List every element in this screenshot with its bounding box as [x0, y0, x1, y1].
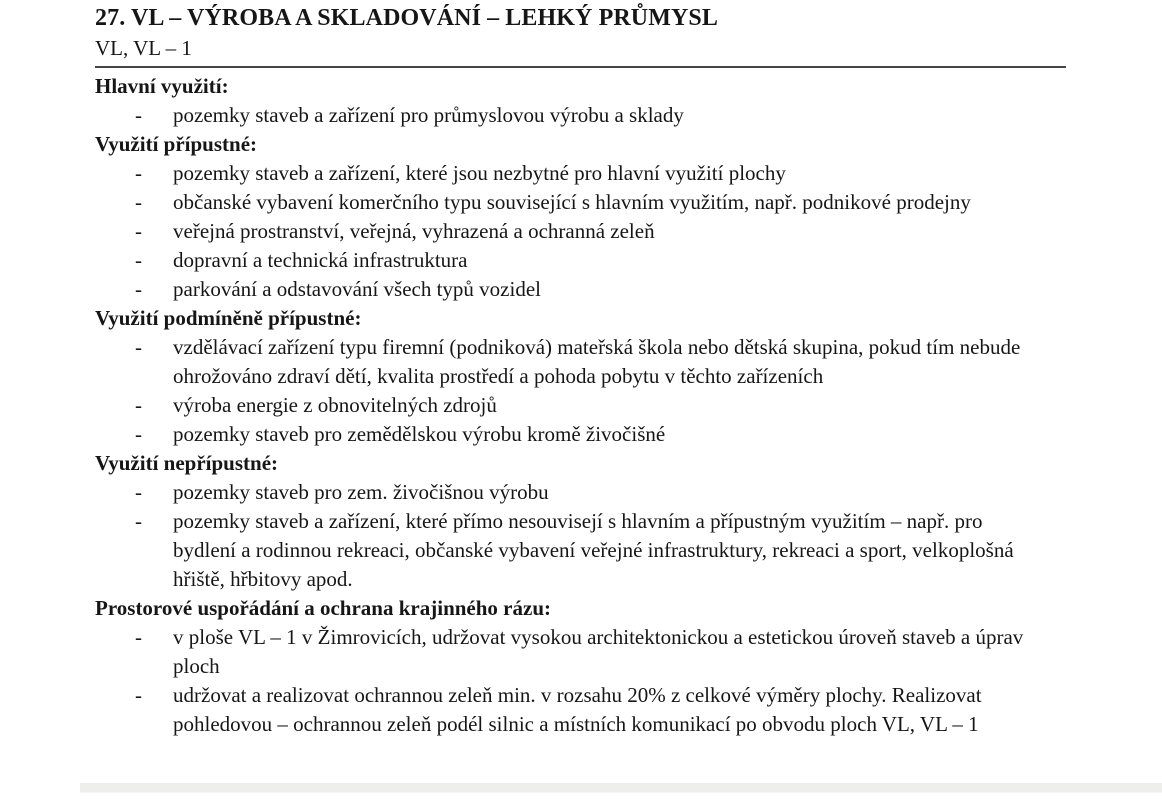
- list-item: [95, 333, 1045, 391]
- list-item: [95, 507, 1045, 594]
- bullet-dash: -: [135, 683, 142, 707]
- list-item-text: parkování a odstavování všech typů vozidel: [173, 277, 541, 301]
- section-items: [95, 101, 1045, 130]
- section: [95, 304, 1045, 449]
- section: [95, 449, 1045, 594]
- bullet-dash: -: [135, 190, 142, 214]
- section-heading: Hlavní využití:: [95, 74, 229, 98]
- section-items: [95, 333, 1045, 449]
- bullet-dash: -: [135, 422, 142, 446]
- section: [95, 594, 1045, 739]
- section: [95, 130, 1045, 304]
- document-sections: [95, 72, 1045, 739]
- page-bottom-edge: [80, 783, 1162, 793]
- section-heading: Využití nepřípustné:: [95, 451, 279, 475]
- list-item: [95, 681, 1045, 739]
- list-item-text: výroba energie z obnovitelných zdrojů: [173, 393, 497, 417]
- list-item: [95, 391, 1045, 420]
- list-item-text: pozemky staveb a zařízení pro průmyslovou výrobu a sklady: [173, 103, 684, 127]
- list-item-text: pozemky staveb a zařízení, které přímo nesouvisejí s hlavním a přípustným využitím – např. pro bydlení a rodinnou rekreaci, občanské vybavení veřejné infrastruktury, rekreaci a sport, velkoplošná hřiště, hřbitovy apod.: [173, 509, 1014, 591]
- bullet-dash: -: [135, 277, 142, 301]
- list-item: [95, 246, 1045, 275]
- list-item: [95, 623, 1045, 681]
- list-item-text: pozemky staveb a zařízení, které jsou nezbytné pro hlavní využití plochy: [173, 161, 786, 185]
- list-item-text: občanské vybavení komerčního typu související s hlavním využitím, např. podnikové prodejny: [173, 190, 971, 214]
- list-item-text: veřejná prostranství, veřejná, vyhrazená a ochranná zeleň: [173, 219, 655, 243]
- document-title: 27. VL – VÝROBA A SKLADOVÁNÍ – LEHKÝ PRŮMYSL: [95, 5, 718, 31]
- list-item: [95, 188, 1045, 217]
- list-item-text: udržovat a realizovat ochrannou zeleň min. v rozsahu 20% z celkové výměry plochy. Realizovat pohledovou – ochrannou zeleň podél silnic a místních komunikací po obvodu ploch VL, VL – 1: [173, 683, 982, 736]
- bullet-dash: -: [135, 103, 142, 127]
- bullet-dash: -: [135, 393, 142, 417]
- bullet-dash: -: [135, 248, 142, 272]
- bullet-dash: -: [135, 625, 142, 649]
- section-heading: Využití podmíněně přípustné:: [95, 306, 362, 330]
- section-items: [95, 159, 1045, 304]
- list-item: [95, 420, 1045, 449]
- list-item-text: vzdělávací zařízení typu firemní (podniková) mateřská škola nebo dětská skupina, pokud tím nebude ohrožováno zdraví dětí, kvalita prostředí a pohoda pobytu v těchto zařízeních: [173, 335, 1021, 388]
- list-item: [95, 478, 1045, 507]
- document-subtitle: VL, VL – 1: [95, 36, 192, 60]
- bullet-dash: -: [135, 161, 142, 185]
- bullet-dash: -: [135, 509, 142, 533]
- list-item-text: v ploše VL – 1 v Žimrovicích, udržovat vysokou architektonickou a estetickou úroveň staveb a úprav ploch: [173, 625, 1024, 678]
- section-items: [95, 623, 1045, 739]
- document-page: [95, 3, 1045, 739]
- list-item: [95, 275, 1045, 304]
- section-heading: Využití přípustné:: [95, 132, 258, 156]
- section-items: [95, 478, 1045, 594]
- list-item-text: pozemky staveb pro zemědělskou výrobu kromě živočišné: [173, 422, 666, 446]
- section-heading: Prostorové uspořádání a ochrana krajinného rázu:: [95, 596, 551, 620]
- list-item: [95, 217, 1045, 246]
- title-divider: [95, 66, 1066, 68]
- bullet-dash: -: [135, 480, 142, 504]
- list-item: [95, 159, 1045, 188]
- list-item: [95, 101, 1045, 130]
- list-item-text: pozemky staveb pro zem. živočišnou výrobu: [173, 480, 549, 504]
- bullet-dash: -: [135, 219, 142, 243]
- bullet-dash: -: [135, 335, 142, 359]
- section: [95, 72, 1045, 130]
- list-item-text: dopravní a technická infrastruktura: [173, 248, 468, 272]
